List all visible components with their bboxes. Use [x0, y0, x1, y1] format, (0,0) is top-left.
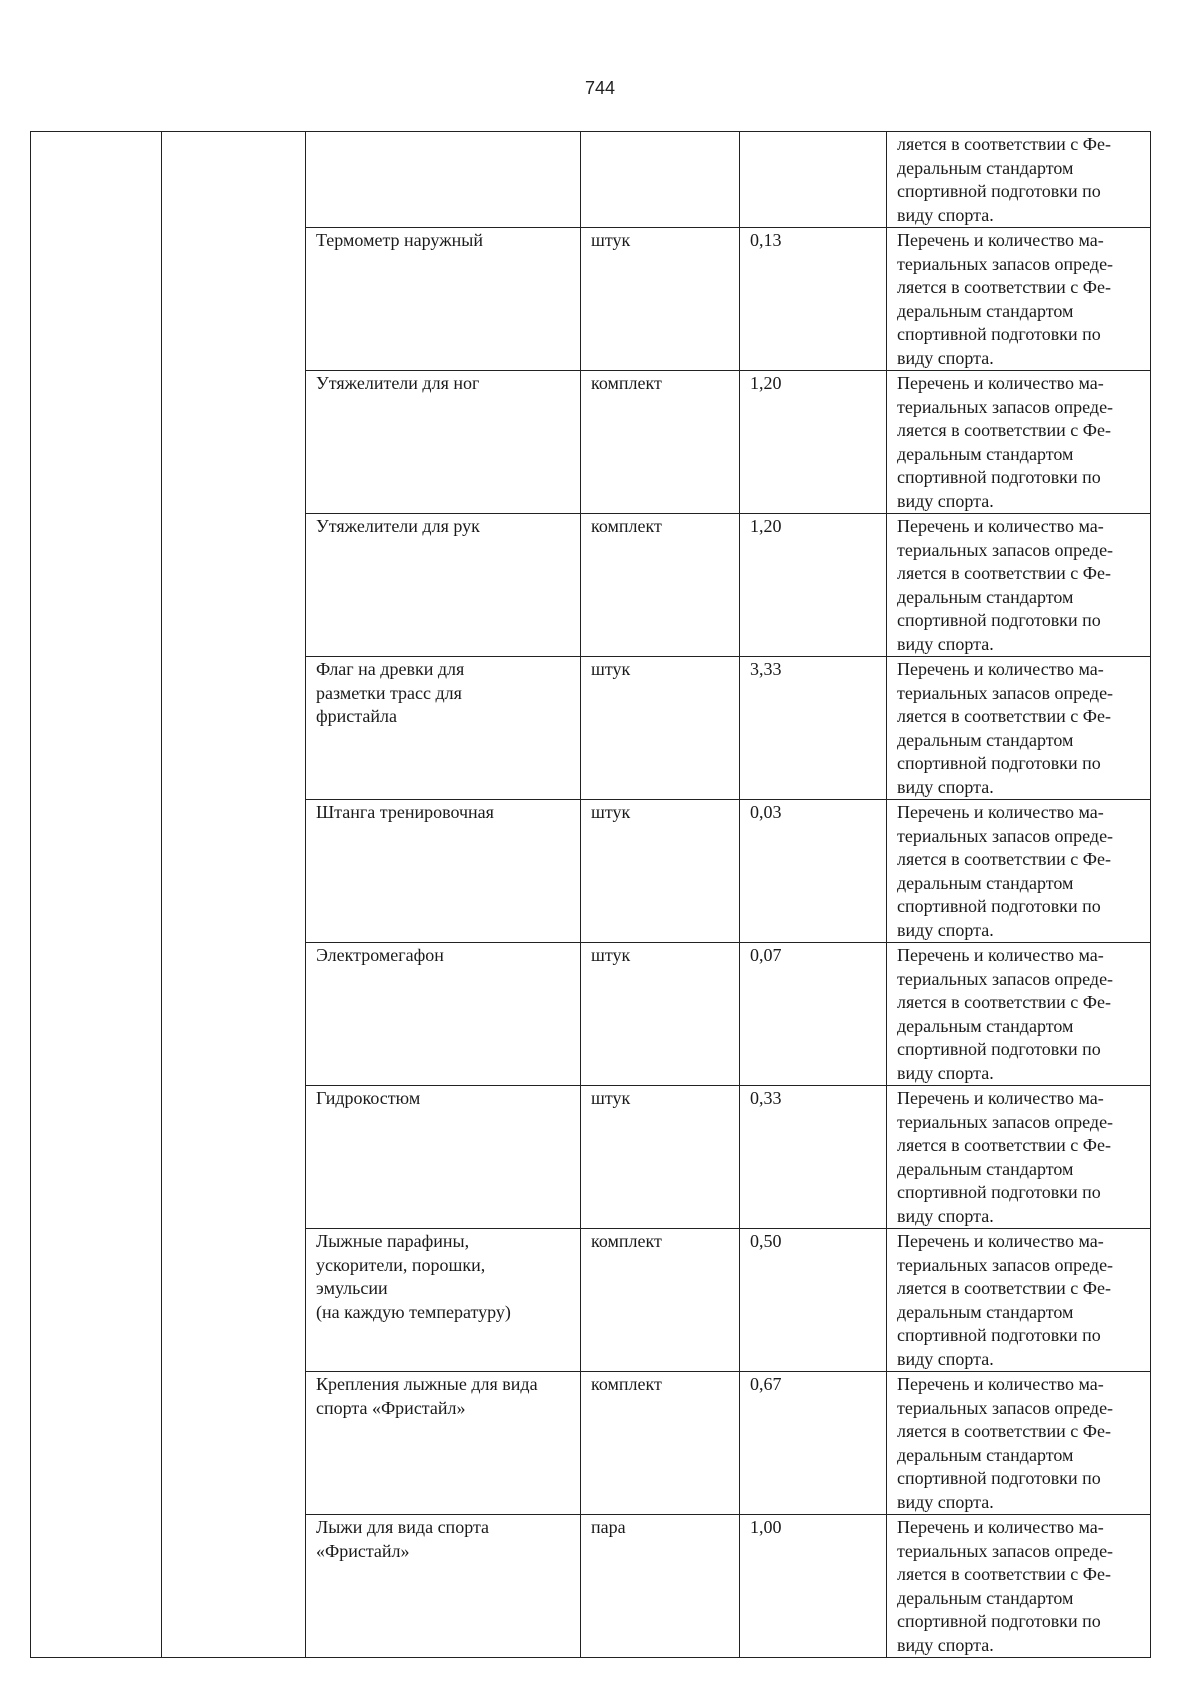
name-cell: [306, 943, 581, 1086]
note-text: Перечень и количество ма- териальных запасов опреде- ляется в соответствии с Фе- деральным стандартом спортивной подготовки по виду спорта.: [897, 659, 1114, 797]
name-cell: [306, 657, 581, 800]
name-cell: [306, 800, 581, 943]
quantity-cell: 1,00: [740, 1515, 887, 1658]
name-text: Лыжные парафины, ускорители, порошки, эмульсии (на каждую температуру): [316, 1231, 511, 1322]
quantity-cell: 1,20: [740, 371, 887, 514]
quantity-cell: 0,50: [740, 1229, 887, 1372]
quantity-cell: 1,20: [740, 514, 887, 657]
note-cell: [887, 228, 1151, 371]
note-cell: [887, 1086, 1151, 1229]
name-cell: [306, 514, 581, 657]
note-cell: [887, 1229, 1151, 1372]
note-text: Перечень и количество ма- териальных запасов опреде- ляется в соответствии с Фе- деральным стандартом спортивной подготовки по виду спорта.: [897, 230, 1114, 368]
note-text: Перечень и количество ма- териальных запасов опреде- ляется в соответствии с Фе- деральным стандартом спортивной подготовки по виду спорта.: [897, 1088, 1114, 1226]
name-cell: [306, 1229, 581, 1372]
name-text: Флаг на древки для разметки трасс для фристайла: [316, 659, 465, 726]
note-text: Перечень и количество ма- териальных запасов опреде- ляется в соответствии с Фе- деральным стандартом спортивной подготовки по виду спорта.: [897, 516, 1114, 654]
name-cell: [306, 1515, 581, 1658]
name-text: Крепления лыжные для вида спорта «Фристайл»: [316, 1374, 538, 1418]
name-text: Термометр наружный: [316, 230, 483, 250]
unit-cell: комплект: [581, 371, 740, 514]
col-sport-cell: [162, 132, 306, 1658]
note-text: Перечень и количество ма- териальных запасов опреде- ляется в соответствии с Фе- деральным стандартом спортивной подготовки по виду спорта.: [897, 945, 1114, 1083]
note-cell: [887, 943, 1151, 1086]
unit-cell: комплект: [581, 1229, 740, 1372]
quantity-cell: 3,33: [740, 657, 887, 800]
quantity-cell: 0,07: [740, 943, 887, 1086]
quantity-cell: 0,33: [740, 1086, 887, 1229]
name-text: Штанга тренировочная: [316, 802, 494, 822]
unit-cell: штук: [581, 657, 740, 800]
name-cell: [306, 228, 581, 371]
name-cell: [306, 132, 581, 228]
note-cell: [887, 800, 1151, 943]
unit-cell: штук: [581, 228, 740, 371]
quantity-cell: [740, 132, 887, 228]
unit-cell: пара: [581, 1515, 740, 1658]
note-text: Перечень и количество ма- териальных запасов опреде- ляется в соответствии с Фе- деральным стандартом спортивной подготовки по виду спорта.: [897, 1231, 1114, 1369]
note-text: ляется в соответствии с Фе- деральным стандартом спортивной подготовки по виду спорта.: [897, 134, 1112, 225]
note-text: Перечень и количество ма- териальных запасов опреде- ляется в соответствии с Фе- деральным стандартом спортивной подготовки по виду спорта.: [897, 1517, 1114, 1655]
quantity-cell: 0,03: [740, 800, 887, 943]
note-text: Перечень и количество ма- териальных запасов опреде- ляется в соответствии с Фе- деральным стандартом спортивной подготовки по виду спорта.: [897, 373, 1114, 511]
unit-cell: [581, 132, 740, 228]
note-cell: [887, 132, 1151, 228]
unit-cell: штук: [581, 800, 740, 943]
name-text: Утяжелители для рук: [316, 516, 480, 536]
unit-cell: штук: [581, 1086, 740, 1229]
col-number-cell: [31, 132, 162, 1658]
note-text: Перечень и количество ма- териальных запасов опреде- ляется в соответствии с Фе- деральным стандартом спортивной подготовки по виду спорта.: [897, 1374, 1114, 1512]
note-cell: [887, 371, 1151, 514]
unit-cell: штук: [581, 943, 740, 1086]
page-number: 744: [584, 78, 616, 98]
note-cell: [887, 1372, 1151, 1515]
name-cell: [306, 1086, 581, 1229]
note-cell: [887, 657, 1151, 800]
name-text: Лыжи для вида спорта «Фристайл»: [316, 1517, 490, 1561]
name-text: Электромегафон: [316, 945, 444, 965]
unit-cell: комплект: [581, 514, 740, 657]
name-text: Гидрокостюм: [316, 1088, 421, 1108]
note-cell: [887, 1515, 1151, 1658]
name-cell: [306, 1372, 581, 1515]
quantity-cell: 0,13: [740, 228, 887, 371]
equipment-table: [30, 131, 1151, 1658]
quantity-cell: 0,67: [740, 1372, 887, 1515]
table-body: [31, 132, 1151, 1658]
unit-cell: комплект: [581, 1372, 740, 1515]
name-text: Утяжелители для ног: [316, 373, 480, 393]
note-cell: [887, 514, 1151, 657]
name-cell: [306, 371, 581, 514]
table-row-continuation: [31, 132, 1151, 228]
note-text: Перечень и количество ма- териальных запасов опреде- ляется в соответствии с Фе- деральным стандартом спортивной подготовки по виду спорта.: [897, 802, 1114, 940]
